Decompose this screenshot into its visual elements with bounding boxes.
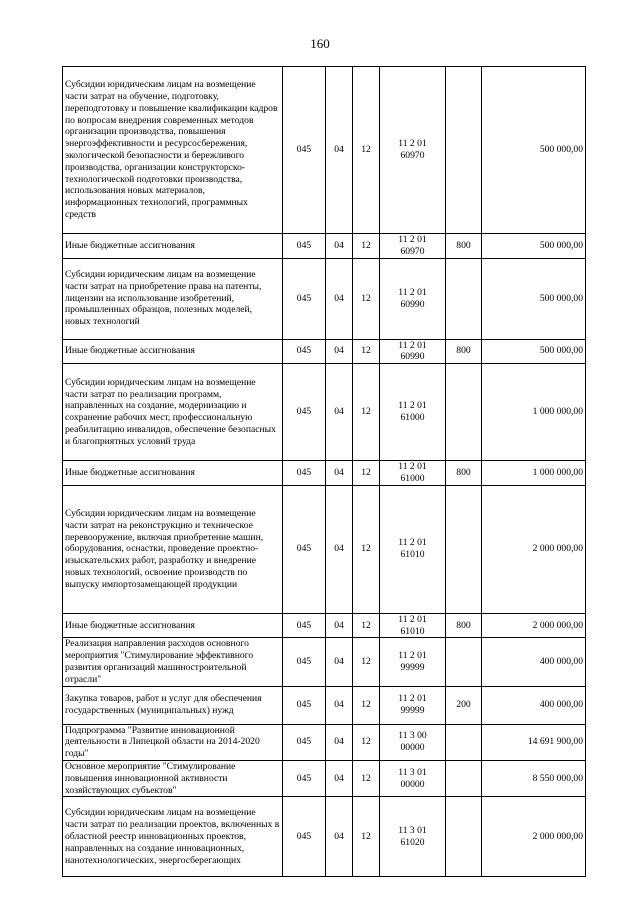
target-article-cell <box>380 797 446 877</box>
expense-type-cell <box>446 760 482 796</box>
target-article-line1: 11 2 01 <box>398 286 427 298</box>
expense-name-cell: Иные бюджетные ассигнования <box>63 339 283 364</box>
subsection-code-cell: 12 <box>353 461 380 486</box>
table-row <box>63 258 586 339</box>
amount-cell: 2 000 000,00 <box>482 485 586 613</box>
target-article-line1: 11 2 01 <box>398 693 427 705</box>
target-article-cell <box>380 638 446 686</box>
target-article-cell <box>380 461 446 486</box>
budget-table <box>62 66 586 877</box>
target-article-line1: 11 2 01 <box>398 234 427 245</box>
amount-cell: 1 000 000,00 <box>482 461 586 486</box>
expense-type-cell: 800 <box>446 461 482 486</box>
expense-type-cell: 800 <box>446 613 482 638</box>
expense-name-cell: Иные бюджетные ассигнования <box>63 461 283 486</box>
amount-cell: 8 550 000,00 <box>482 760 586 796</box>
subsection-code-cell: 12 <box>353 724 380 760</box>
ministry-code-cell: 045 <box>283 364 326 461</box>
subsection-code-cell: 12 <box>353 234 380 259</box>
subsection-code-cell: 12 <box>353 686 380 724</box>
expense-type-cell: 800 <box>446 234 482 259</box>
expense-type-cell <box>446 258 482 339</box>
target-article-line1: 11 3 01 <box>398 766 427 778</box>
amount-cell: 2 000 000,00 <box>482 797 586 877</box>
target-article-line1: 11 3 01 <box>398 825 427 837</box>
expense-type-cell <box>446 364 482 461</box>
target-article-cell <box>380 485 446 613</box>
table-row <box>63 613 586 638</box>
ministry-code-cell: 045 <box>283 686 326 724</box>
table-row <box>63 485 586 613</box>
subsection-code-cell: 12 <box>353 485 380 613</box>
section-code-cell: 04 <box>326 613 353 638</box>
target-article-cell <box>380 234 446 259</box>
expense-type-cell <box>446 724 482 760</box>
expense-name-cell: Иные бюджетные ассигнования <box>63 234 283 259</box>
target-article-line2: 60990 <box>400 298 425 310</box>
target-article-cell <box>380 67 446 234</box>
section-code-cell: 04 <box>326 724 353 760</box>
amount-cell: 500 000,00 <box>482 234 586 259</box>
target-article-line2: 60970 <box>400 245 425 257</box>
section-code-cell: 04 <box>326 638 353 686</box>
section-code-cell: 04 <box>326 234 353 259</box>
amount-cell: 500 000,00 <box>482 67 586 234</box>
expense-type-cell: 200 <box>446 686 482 724</box>
table-row <box>63 797 586 877</box>
target-article-line2: 61010 <box>400 549 425 561</box>
ministry-code-cell: 045 <box>283 613 326 638</box>
target-article-line2: 99999 <box>400 661 425 673</box>
amount-cell: 500 000,00 <box>482 258 586 339</box>
amount-cell: 2 000 000,00 <box>482 613 586 638</box>
target-article-cell <box>380 724 446 760</box>
subsection-code-cell: 12 <box>353 797 380 877</box>
target-article-line1: 11 2 01 <box>398 400 427 412</box>
ministry-code-cell: 045 <box>283 234 326 259</box>
subsection-code-cell: 12 <box>353 760 380 796</box>
section-code-cell: 04 <box>326 67 353 234</box>
expense-name-cell: Субсидии юридическим лицам на возмещение части затрат по реализации проектов, включенных в областной реестр инновационных проектов, направленных на создание инновационных, нанотехнологических, энергосберегающих <box>63 797 283 877</box>
subsection-code-cell: 12 <box>353 638 380 686</box>
expense-type-cell <box>446 797 482 877</box>
ministry-code-cell: 045 <box>283 461 326 486</box>
expense-type-cell <box>446 638 482 686</box>
target-article-line2: 00000 <box>400 742 425 754</box>
ministry-code-cell: 045 <box>283 485 326 613</box>
amount-cell: 400 000,00 <box>482 638 586 686</box>
amount-cell: 14 691 900,00 <box>482 724 586 760</box>
section-code-cell: 04 <box>326 797 353 877</box>
target-article-cell <box>380 364 446 461</box>
table-row <box>63 724 586 760</box>
ministry-code-cell: 045 <box>283 638 326 686</box>
target-article-line1: 11 2 01 <box>398 613 427 625</box>
page-number: 160 <box>310 36 330 51</box>
target-article-line2: 99999 <box>400 705 425 717</box>
ministry-code-cell: 045 <box>283 67 326 234</box>
section-code-cell: 04 <box>326 461 353 486</box>
target-article-cell <box>380 686 446 724</box>
table-row <box>63 686 586 724</box>
target-article-line2: 61020 <box>400 836 425 848</box>
subsection-code-cell: 12 <box>353 339 380 364</box>
expense-name-cell: Реализация направления расходов основного мероприятия "Стимулирование эффективного развития организаций машиностроительной отрасли" <box>63 638 283 686</box>
target-article-line2: 60990 <box>400 351 425 363</box>
expense-name-cell: Субсидии юридическим лицам на возмещение части затрат на реконструкцию и техническое перевооружение, включая приобретение машин, оборудования, оснастки, проведение проектно-изыскательских работ, разработку и внедрение новых технологий, освоение производств по выпуску импортозамещающей продукции <box>63 485 283 613</box>
expense-type-cell <box>446 485 482 613</box>
amount-cell: 500 000,00 <box>482 339 586 364</box>
expense-name-cell: Иные бюджетные ассигнования <box>63 613 283 638</box>
amount-cell: 1 000 000,00 <box>482 364 586 461</box>
section-code-cell: 04 <box>326 686 353 724</box>
table-row <box>63 234 586 259</box>
section-code-cell: 04 <box>326 258 353 339</box>
expense-type-cell: 800 <box>446 339 482 364</box>
target-article-line2: 61000 <box>400 412 425 424</box>
target-article-line2: 61000 <box>400 472 425 484</box>
target-article-cell <box>380 613 446 638</box>
expense-name-cell: Субсидии юридическим лицам на возмещение части затрат на приобретение права на патенты, лицензии на использование изобретений, промышленных образцов, полезных моделей, новых технологий <box>63 258 283 339</box>
subsection-code-cell: 12 <box>353 613 380 638</box>
target-article-cell <box>380 760 446 796</box>
table-row <box>63 461 586 486</box>
table-row <box>63 67 586 234</box>
target-article-line1: 11 2 01 <box>398 138 427 150</box>
expense-name-cell: Подпрограмма "Развитие инновационной деятельности в Липецкой области на 2014-2020 годы" <box>63 724 283 760</box>
target-article-line1: 11 2 01 <box>398 537 427 549</box>
expense-type-cell <box>446 67 482 234</box>
table-row <box>63 638 586 686</box>
subsection-code-cell: 12 <box>353 364 380 461</box>
target-article-line2: 61010 <box>400 625 425 637</box>
table-row <box>63 760 586 796</box>
ministry-code-cell: 045 <box>283 339 326 364</box>
section-code-cell: 04 <box>326 485 353 613</box>
budget-table-body <box>63 67 586 877</box>
ministry-code-cell: 045 <box>283 258 326 339</box>
target-article-line1: 11 2 01 <box>398 339 427 351</box>
expense-name-cell: Основное мероприятие "Стимулирование повышения инновационной активности хозяйствующих субъектов" <box>63 760 283 796</box>
expense-name-cell: Субсидии юридическим лицам на возмещение части затрат на обучение, подготовку, переподготовку и повышение квалификации кадров по вопросам внедрения современных методов организации производства, повышения энергоэффективности и ресурсосбережения, экологической безопасности и бережливого производства, организации конструкторско-технологической подготовки производства, использования новых материалов, информационных технологий, программных средств <box>63 67 283 234</box>
target-article-line2: 00000 <box>400 778 425 790</box>
subsection-code-cell: 12 <box>353 258 380 339</box>
table-row <box>63 339 586 364</box>
subsection-code-cell: 12 <box>353 67 380 234</box>
section-code-cell: 04 <box>326 339 353 364</box>
ministry-code-cell: 045 <box>283 760 326 796</box>
ministry-code-cell: 045 <box>283 797 326 877</box>
ministry-code-cell: 045 <box>283 724 326 760</box>
section-code-cell: 04 <box>326 760 353 796</box>
target-article-line1: 11 2 01 <box>398 461 427 473</box>
amount-cell: 400 000,00 <box>482 686 586 724</box>
table-row <box>63 364 586 461</box>
target-article-line2: 60970 <box>400 150 425 161</box>
expense-name-cell: Субсидии юридическим лицам на возмещение части затрат по реализации программ, направленных на создание, модернизацию и сохранение рабочих мест, профессиональную реабилитацию инвалидов, обеспечение безопасных и благоприятных условий труда <box>63 364 283 461</box>
target-article-line1: 11 3 00 <box>398 730 427 742</box>
target-article-cell <box>380 258 446 339</box>
section-code-cell: 04 <box>326 364 353 461</box>
target-article-cell <box>380 339 446 364</box>
target-article-line1: 11 2 01 <box>398 650 427 662</box>
expense-name-cell: Закупка товаров, работ и услуг для обеспечения государственных (муниципальных) нужд <box>63 686 283 724</box>
